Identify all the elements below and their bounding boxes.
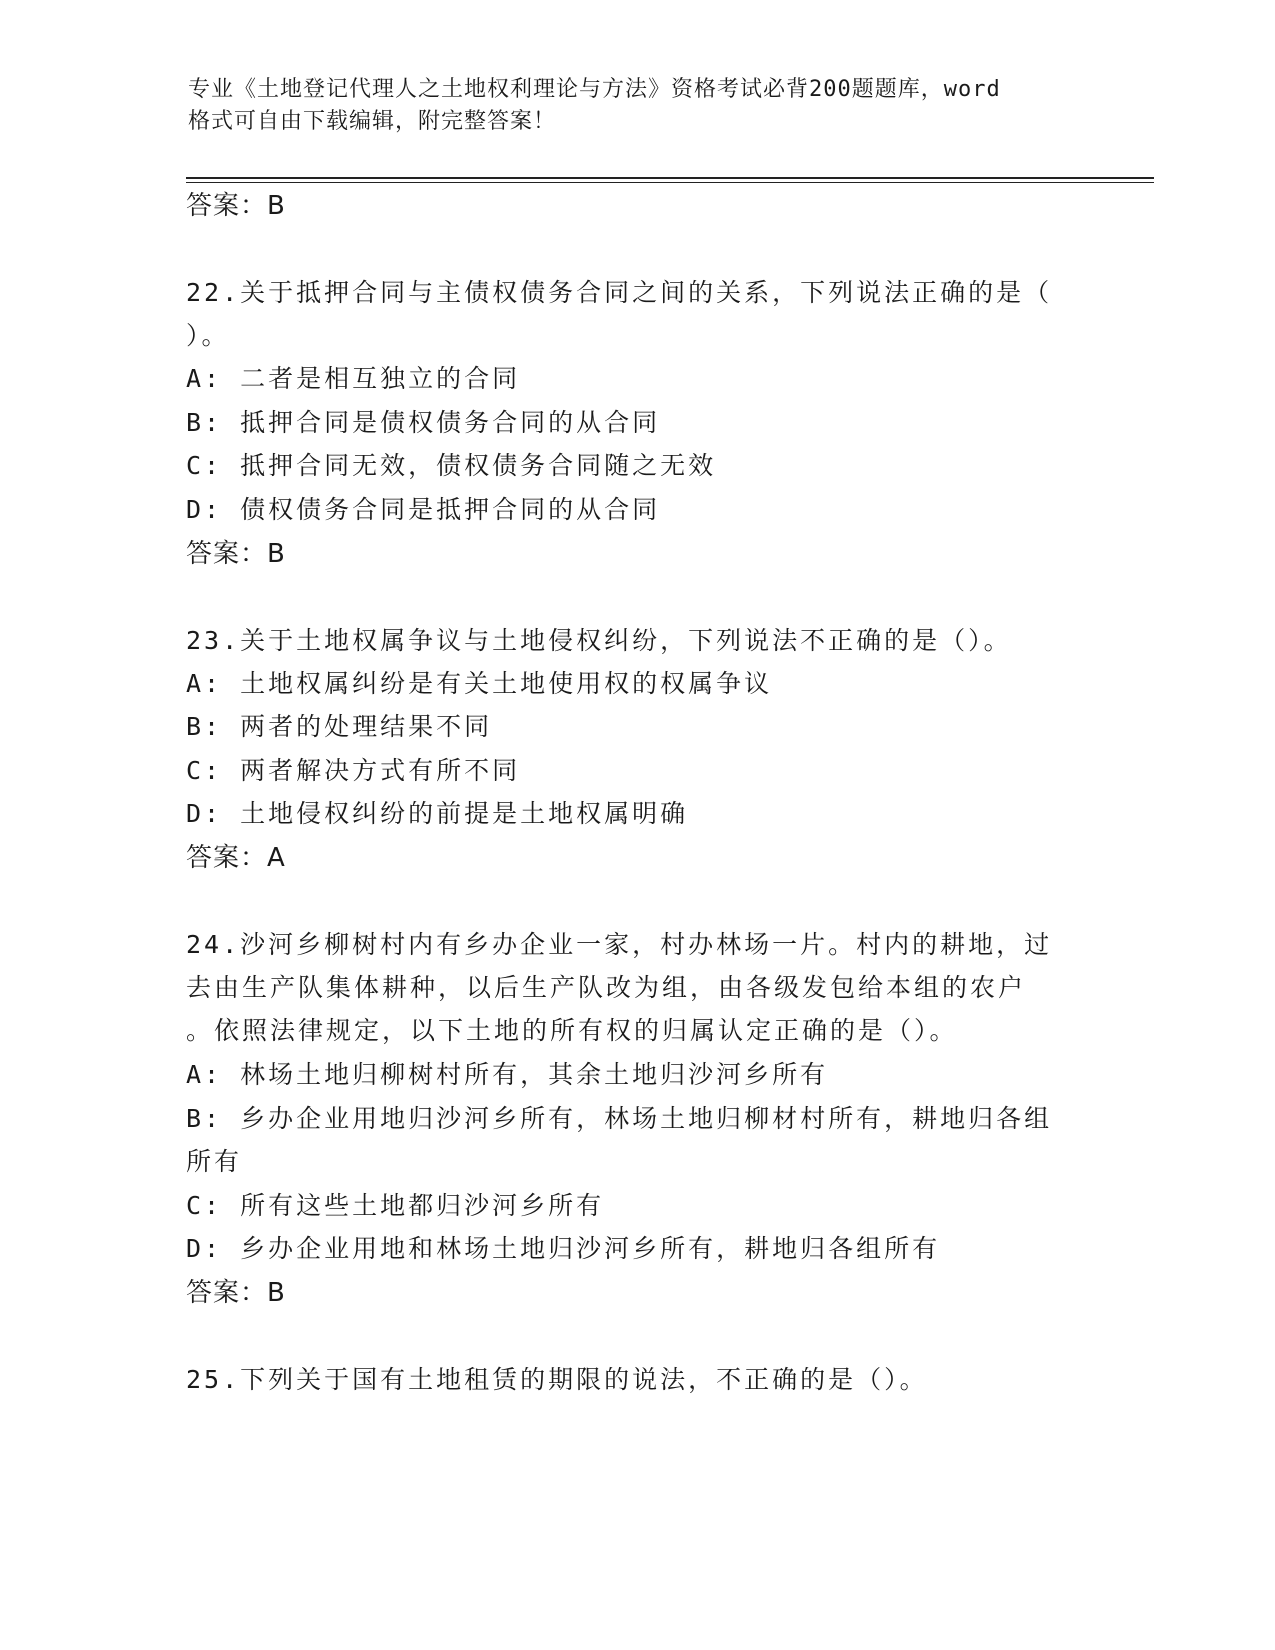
- question-23-option-c: C: 两者解决方式有所不同: [186, 756, 521, 785]
- document-header: [188, 74, 1068, 138]
- question-22-option-d: D: 债权债务合同是抵押合同的从合同: [186, 495, 661, 524]
- question-24-stem-line-2: 去由生产队集体耕种，以后生产队改为组，由各级发包给本组的农户: [186, 973, 1027, 1002]
- question-25-stem: 25.下列关于国有土地租赁的期限的说法，不正确的是（）。: [186, 1365, 928, 1394]
- question-22-option-b: B: 抵押合同是债权债务合同的从合同: [186, 408, 661, 437]
- question-24-option-a: A: 林场土地归柳树村所有，其余土地归沙河乡所有: [186, 1060, 829, 1089]
- answer-23: 答案：A: [186, 843, 286, 873]
- question-24-option-c: C: 所有这些土地都归沙河乡所有: [186, 1191, 605, 1220]
- question-22-option-c: C: 抵押合同无效，债权债务合同随之无效: [186, 451, 717, 480]
- question-23-option-a: A: 土地权属纠纷是有关土地使用权的权属争议: [186, 669, 773, 698]
- header-rule-thick: [186, 177, 1154, 179]
- question-23-stem: 23.关于土地权属争议与土地侵权纠纷，下列说法不正确的是（）。: [186, 626, 1012, 655]
- answer-21: 答案：B: [186, 191, 286, 221]
- header-rule-thin: [186, 182, 1154, 183]
- answer-24: 答案：B: [186, 1278, 286, 1308]
- question-24-stem-line-3: 。依照法律规定，以下土地的所有权的归属认定正确的是（）。: [186, 1016, 958, 1045]
- header-line-2: 格式可自由下载编辑，附完整答案！: [188, 109, 557, 134]
- header-line-1: 专业《土地登记代理人之土地权利理论与方法》资格考试必背200题题库，word: [188, 77, 1001, 102]
- question-23-option-b: B: 两者的处理结果不同: [186, 712, 493, 741]
- question-22-stem-line-2: ）。: [186, 321, 230, 350]
- question-24-option-b-line-2: 所有: [186, 1147, 243, 1176]
- question-24-option-b-line-1: B: 乡办企业用地归沙河乡所有，林场土地归柳材村所有，耕地归各组: [186, 1104, 1053, 1133]
- question-23-option-d: D: 土地侵权纠纷的前提是土地权属明确: [186, 799, 689, 828]
- question-24-option-d: D: 乡办企业用地和林场土地归沙河乡所有，耕地归各组所有: [186, 1234, 941, 1263]
- question-24-stem-line-1: 24.沙河乡柳树村内有乡办企业一家，村办林场一片。村内的耕地，过: [186, 930, 1053, 959]
- answer-22: 答案：B: [186, 539, 286, 569]
- question-22-option-a: A: 二者是相互独立的合同: [186, 364, 521, 393]
- question-22-stem-line-1: 22.关于抵押合同与主债权债务合同之间的关系，下列说法正确的是（: [186, 278, 1053, 307]
